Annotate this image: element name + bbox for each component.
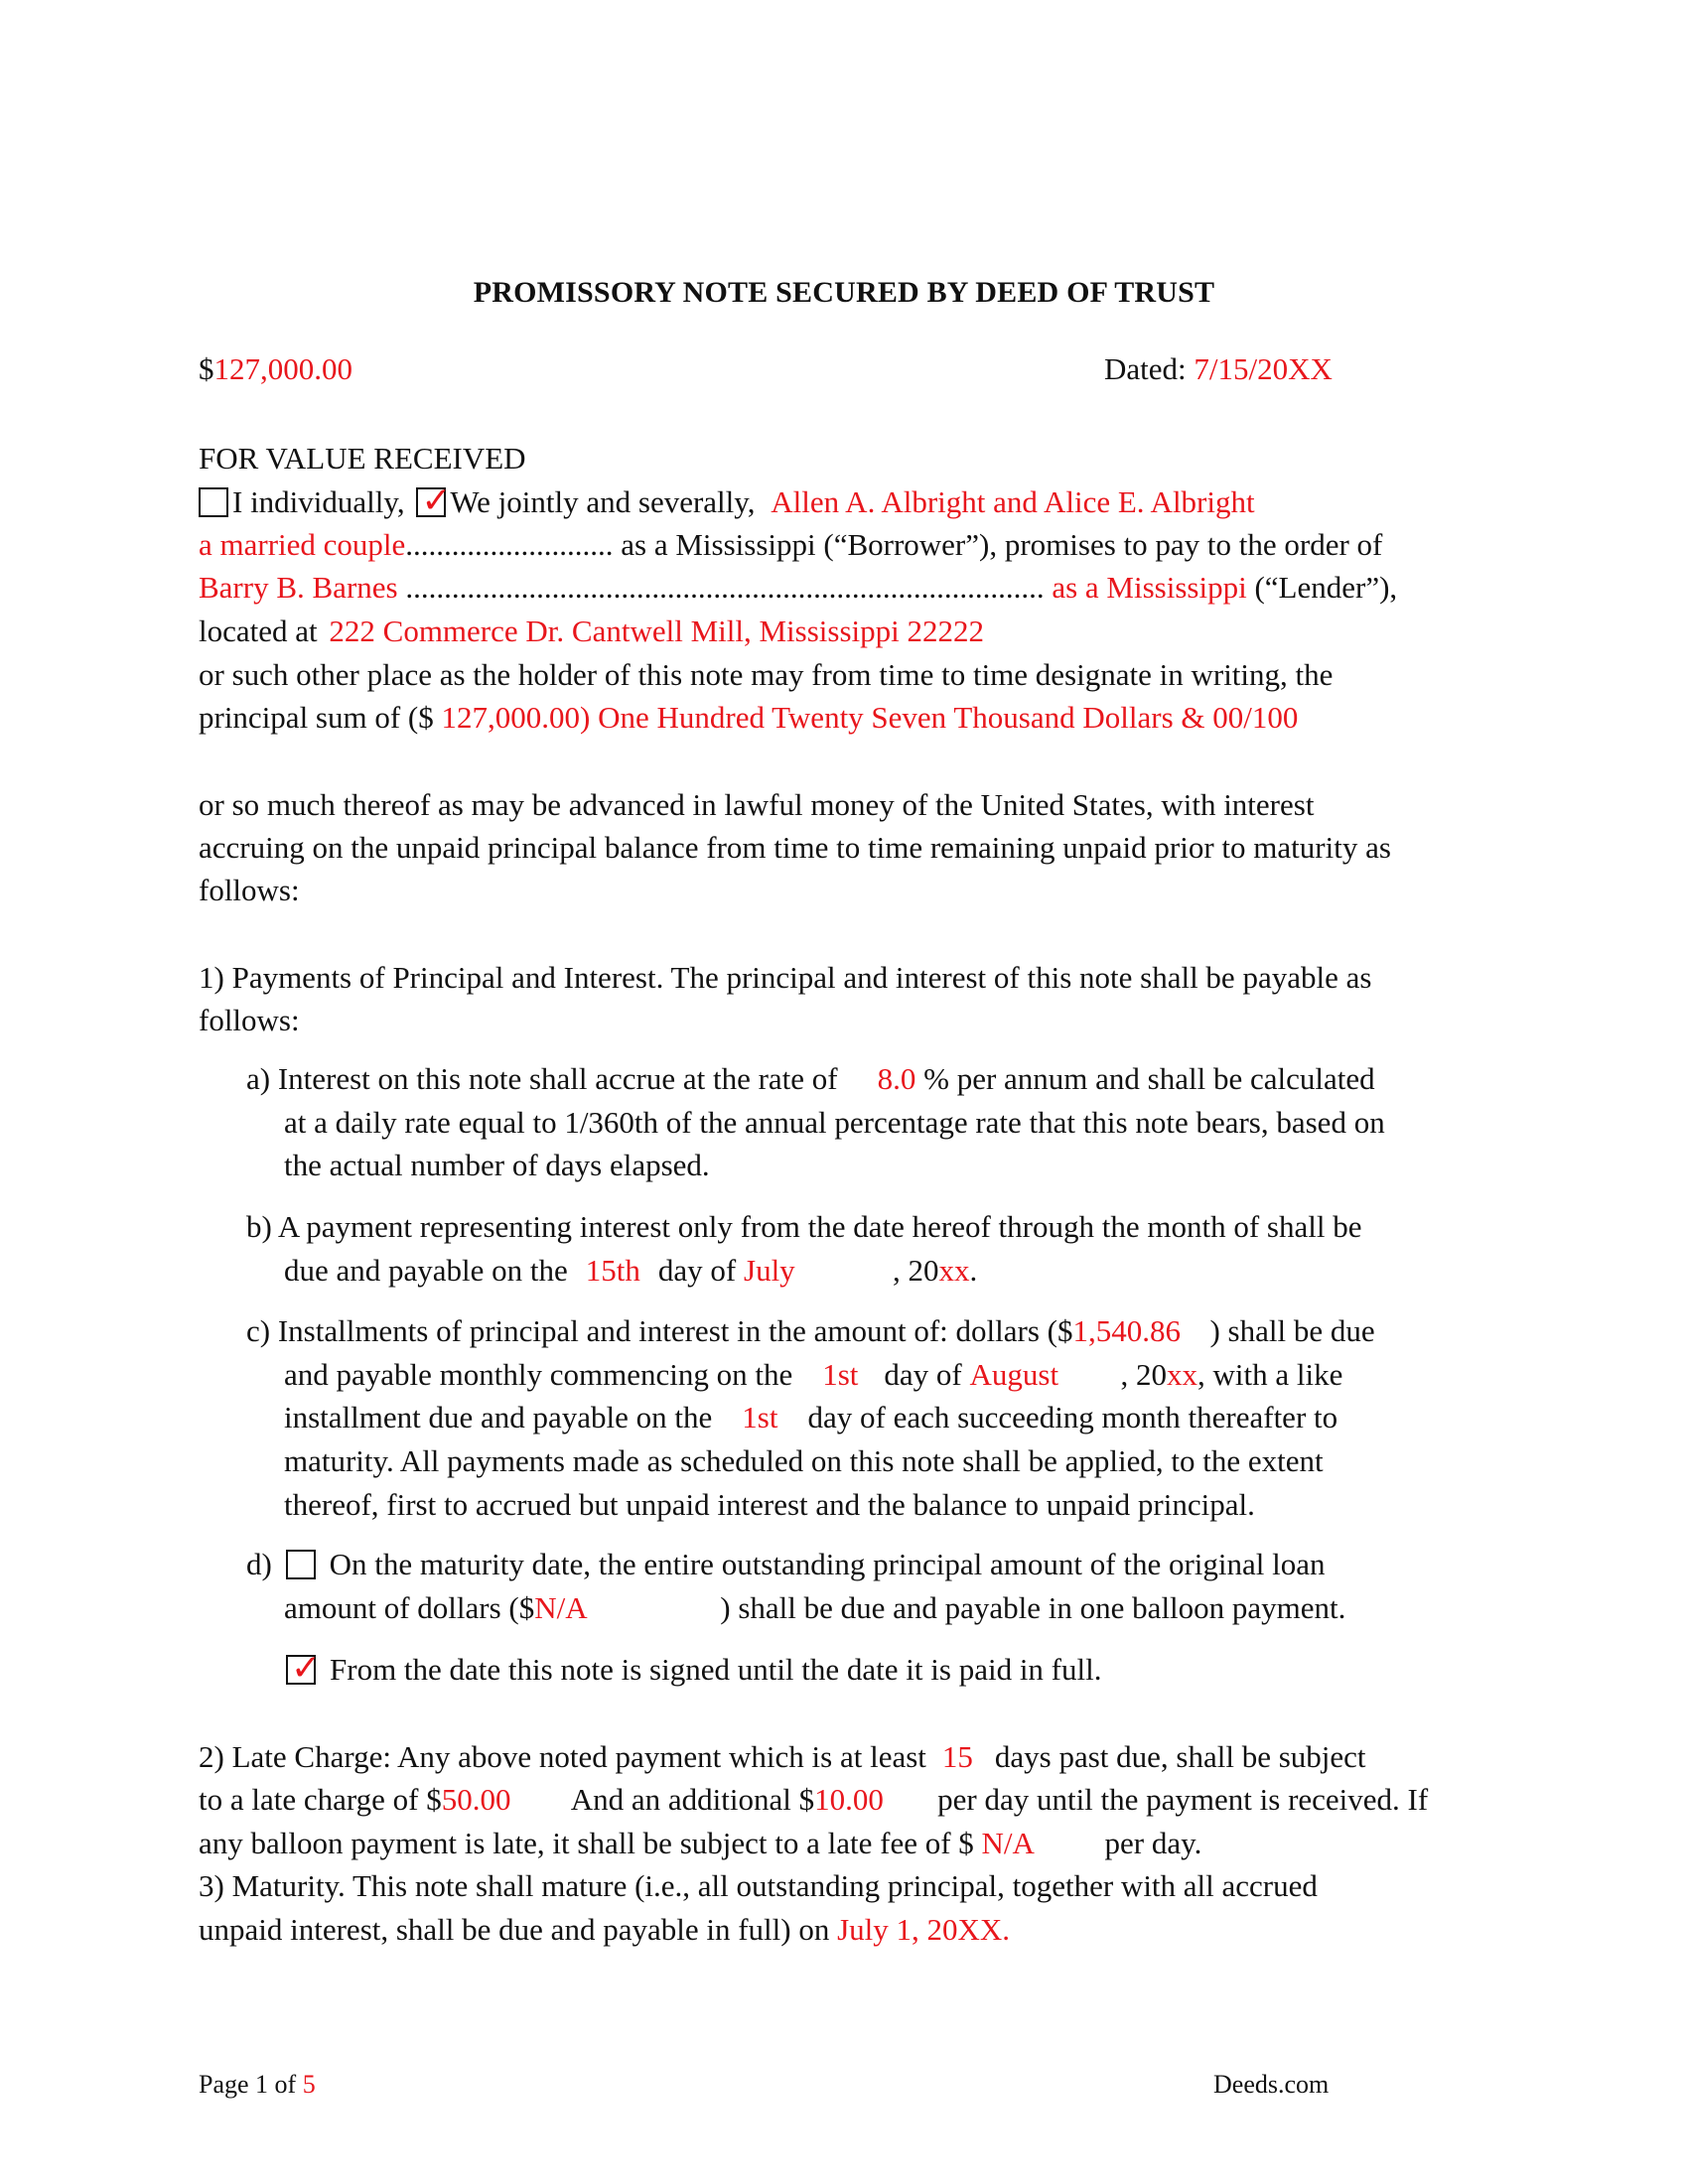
amount-prefix: $ [199, 351, 214, 386]
item-d-line-3 [286, 1650, 1101, 1690]
commence-month: August [969, 1357, 1059, 1392]
item-c-line-1 [246, 1311, 1375, 1351]
item-a-pre: a) Interest on this note shall accrue at the rate of [246, 1061, 838, 1096]
balloon-amount: N/A [534, 1590, 588, 1625]
item-d-l2-post: ) shall be due and payable in one balloon payment. [720, 1590, 1346, 1625]
interest-only-year: xx [938, 1253, 970, 1288]
additional-daily-charge: 10.00 [814, 1782, 884, 1817]
s2-l2-post: per day until the payment is received. If [937, 1782, 1429, 1817]
page-number [199, 2068, 316, 2102]
item-b-line-1: b) A payment representing interest only from the date hereof through the month of shall be [246, 1209, 1362, 1244]
section-2-line-2 [199, 1780, 1428, 1820]
interest-rate: 8.0 [877, 1061, 916, 1096]
item-c-post: ) shall be due [1209, 1313, 1375, 1348]
borrower-names: Allen A. Albright and Alice E. Albright [771, 484, 1255, 519]
section-1-line-1: 1) Payments of Principal and Interest. The principal and interest of this note shall be payable as [199, 960, 1372, 995]
balloon-late-fee: N/A [981, 1826, 1035, 1860]
jointly-label: We jointly and severally, [450, 484, 756, 519]
balloon-checkbox[interactable] [286, 1550, 316, 1579]
maturity-date: July 1, 20XX. [837, 1912, 1011, 1947]
borrower-dots: ........................... [405, 527, 614, 562]
lender-name: Barry B. Barnes [199, 570, 398, 605]
item-c-l2-post: , with a like [1197, 1357, 1343, 1392]
lender-label: (“Lender”), [1254, 570, 1398, 605]
principal-value: 127,000.00) One Hundred Twenty Seven Thousand Dollars & 00/100 [441, 700, 1299, 735]
s2-l3-post: per day. [1104, 1826, 1202, 1860]
s2-l1-post: days past due, shall be subject [994, 1739, 1366, 1774]
item-c-pre: c) Installments of principal and interest in the amount of: dollars ($ [246, 1313, 1073, 1348]
late-days: 15 [941, 1739, 973, 1774]
amount-line [199, 349, 352, 389]
dated-value: 7/15/20XX [1194, 351, 1333, 386]
located-address: 222 Commerce Dr. Cantwell Mill, Mississippi 22222 [329, 614, 984, 648]
individually-checkbox[interactable] [199, 487, 228, 517]
borrower-desc-line [199, 525, 1382, 565]
until-paid-label: From the date this note is signed until the date it is paid in full. [330, 1652, 1102, 1687]
succeeding-day: 1st [742, 1400, 778, 1434]
document-title: PROMISSORY NOTE SECURED BY DEED OF TRUST [473, 276, 1215, 309]
item-d-line-2 [284, 1588, 1345, 1628]
until-paid-checkbox[interactable] [286, 1648, 322, 1689]
interest-line-3: follows: [199, 873, 300, 907]
interest-line-1: or so much thereof as may be advanced in lawful money of the United States, with interest [199, 787, 1315, 822]
s2-l2-mid: And an additional $ [570, 1782, 815, 1817]
commence-day: 1st [822, 1357, 859, 1392]
checkmark-icon: ✓ [291, 1648, 322, 1689]
item-b-year-pre: , 20 [893, 1253, 939, 1288]
note-amount: 127,000.00 [213, 351, 352, 386]
item-b-dayof: day of [657, 1253, 737, 1288]
item-c-line-4: maturity. All payments made as scheduled on this note shall be applied, to the extent [284, 1443, 1324, 1478]
item-d-line-1 [246, 1545, 1326, 1584]
interest-only-month: July [744, 1253, 795, 1288]
lender-dots: ................................................................................... [405, 570, 1045, 605]
section-2-line-1 [199, 1737, 1366, 1777]
lender-line [199, 568, 1397, 608]
s3-l2-pre: unpaid interest, shall be due and payable in full) on [199, 1912, 830, 1947]
item-d-label: d) [246, 1547, 272, 1581]
commence-year: xx [1167, 1357, 1198, 1392]
item-d-l2-pre: amount of dollars ($ [284, 1590, 535, 1625]
individually-label: I individually, [232, 484, 405, 519]
principal-line [199, 698, 1298, 738]
late-charge: 50.00 [441, 1782, 511, 1817]
section-2-line-3 [199, 1824, 1201, 1863]
item-c-l3-pre: installment due and payable on the [284, 1400, 713, 1434]
jointly-checkbox[interactable] [416, 480, 452, 521]
page-total: 5 [302, 2070, 316, 2099]
borrower-as: as a Mississippi (“Borrower”), promises to pay to the order of [621, 527, 1383, 562]
located-line [199, 612, 984, 651]
s2-l3-pre: any balloon payment is late, it shall be subject to a late fee of $ [199, 1826, 974, 1860]
item-c-line-3 [284, 1398, 1337, 1437]
interest-only-day: 15th [585, 1253, 640, 1288]
lender-state: as a Mississippi [1052, 570, 1247, 605]
s2-l1-pre: 2) Late Charge: Any above noted payment which is at least [199, 1739, 926, 1774]
dated-label: Dated: [1104, 351, 1187, 386]
section-3-line-2 [199, 1910, 1010, 1950]
item-a-line-2: at a daily rate equal to 1/360th of the annual percentage rate that this note bears, based on [284, 1105, 1385, 1140]
item-c-line-5: thereof, first to accrued but unpaid interest and the balance to unpaid principal. [284, 1487, 1255, 1522]
s2-l2-pre: to a late charge of $ [199, 1782, 442, 1817]
checkmark-icon: ✓ [421, 480, 452, 521]
site-name: Deeds.com [1213, 2070, 1330, 2099]
item-a-line-3: the actual number of days elapsed. [284, 1148, 710, 1182]
item-b-end: . [969, 1253, 978, 1288]
item-b-pre: due and payable on the [284, 1253, 568, 1288]
section-3-line-1: 3) Maturity. This note shall mature (i.e., all outstanding principal, together with all accrued [199, 1868, 1318, 1903]
located-label: located at [199, 614, 318, 648]
item-a-post: % per annum and shall be calculated [923, 1061, 1375, 1096]
item-a-line-1 [246, 1059, 1375, 1099]
other-place-line: or such other place as the holder of this note may from time to time designate in writing, the [199, 657, 1334, 692]
item-c-year-pre: , 20 [1120, 1357, 1168, 1392]
principal-prefix: principal sum of ($ [199, 700, 434, 735]
interest-line-2: accruing on the unpaid principal balance from time to time remaining unpaid prior to maturity as [199, 830, 1391, 865]
item-c-l2-pre: and payable monthly commencing on the [284, 1357, 793, 1392]
installment-amount: 1,540.86 [1072, 1313, 1181, 1348]
borrower-type-line [199, 482, 1255, 522]
item-c-line-2 [284, 1355, 1342, 1395]
borrower-desc: a married couple [199, 527, 406, 562]
item-d-l1: On the maturity date, the entire outstanding principal amount of the original loan [329, 1547, 1326, 1581]
section-1-line-2: follows: [199, 1003, 300, 1037]
item-c-l3-post: day of each succeeding month thereafter to [807, 1400, 1338, 1434]
item-c-dayof: day of [884, 1357, 962, 1392]
item-b-line-2 [284, 1251, 977, 1291]
page-label: Page 1 of [199, 2070, 297, 2099]
for-value-received: FOR VALUE RECEIVED [199, 441, 526, 476]
dated-line [1104, 349, 1333, 389]
